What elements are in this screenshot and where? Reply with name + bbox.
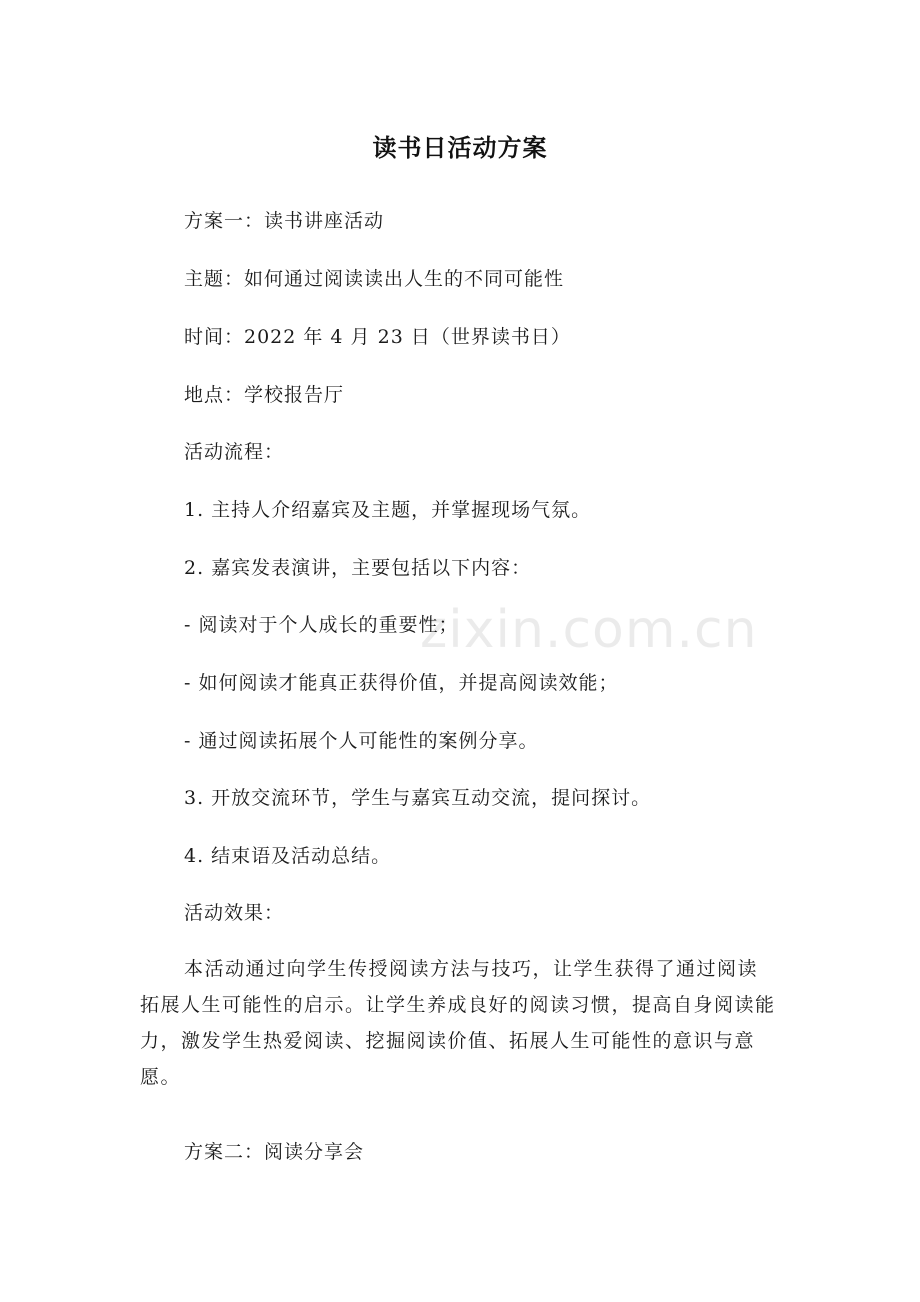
location-line: 地点：学校报告厅 bbox=[184, 384, 345, 406]
time-line: 时间：2022 年 4 月 23 日（世界读书日） bbox=[184, 326, 571, 348]
effect-paragraph bbox=[140, 951, 776, 1095]
plan-one-heading: 方案一：读书讲座活动 bbox=[184, 210, 385, 232]
process-step-3: 3. 开放交流环节，学生与嘉宾互动交流，提问探讨。 bbox=[184, 787, 652, 809]
watermark: zixin.com.cn bbox=[420, 600, 758, 660]
process-step-2: 2. 嘉宾发表演讲，主要包括以下内容： bbox=[184, 557, 532, 579]
topic-line: 主题：如何通过阅读读出人生的不同可能性 bbox=[184, 268, 565, 290]
effect-heading: 活动效果： bbox=[184, 902, 285, 924]
plan-two-heading: 方案二：阅读分享会 bbox=[184, 1141, 365, 1163]
process-heading: 活动流程： bbox=[184, 441, 285, 463]
content-item-2: - 如何阅读才能真正获得价值，并提高阅读效能； bbox=[184, 672, 619, 694]
process-step-1: 1. 主持人介绍嘉宾及主题，并掌握现场气氛。 bbox=[184, 499, 592, 521]
document-title: 读书日活动方案 bbox=[372, 134, 548, 162]
process-step-4: 4. 结束语及活动总结。 bbox=[184, 845, 392, 867]
effect-paragraph-text: 本活动通过向学生传授阅读方法与技巧，让学生获得了通过阅读拓展人生可能性的启示。让学生养成良好的阅读习惯，提高自身阅读能力，激发学生热爱阅读、挖掘阅读价值、拓展人生可能性的意识与意愿。 bbox=[140, 958, 776, 1088]
content-item-1: - 阅读对于个人成长的重要性； bbox=[184, 614, 459, 636]
content-item-3: - 通过阅读拓展个人可能性的案例分享。 bbox=[184, 730, 539, 752]
